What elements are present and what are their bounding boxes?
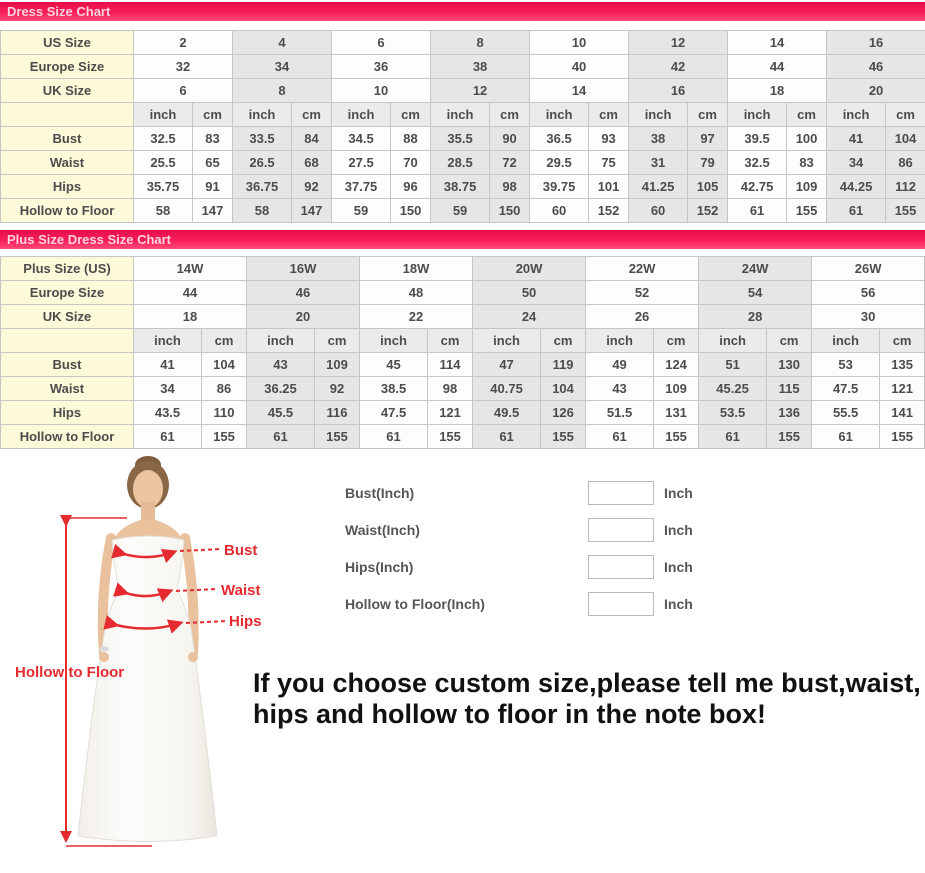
unit-cell: cm [428, 329, 473, 353]
measure-cell: 45.25 [699, 377, 767, 401]
measure-cell: 109 [654, 377, 699, 401]
bust-input[interactable] [588, 481, 654, 505]
measure-cell: 105 [688, 175, 728, 199]
row-label [1, 329, 134, 353]
unit-cell: cm [886, 103, 925, 127]
measure-cell: 112 [886, 175, 925, 199]
measure-cell: 86 [202, 377, 247, 401]
size-cell: 38 [431, 55, 530, 79]
size-cell: 30 [812, 305, 925, 329]
size-cell: 28 [699, 305, 812, 329]
measure-cell: 40.75 [473, 377, 541, 401]
measure-cell: 91 [193, 175, 233, 199]
size-cell: 6 [332, 31, 431, 55]
measure-cell: 34 [827, 151, 886, 175]
measure-cell: 130 [767, 353, 812, 377]
measure-cell: 83 [787, 151, 827, 175]
measure-cell: 98 [490, 175, 530, 199]
size-row [1, 79, 925, 103]
measurement-diagram [0, 454, 330, 855]
measure-cell: 152 [688, 199, 728, 223]
measure-cell: 36.25 [247, 377, 315, 401]
measure-cell: 88 [391, 127, 431, 151]
measure-cell: 104 [541, 377, 586, 401]
measure-cell: 155 [767, 425, 812, 449]
measure-cell: 155 [654, 425, 699, 449]
unit-header-row [1, 329, 925, 353]
hollow-to-floor-input[interactable] [588, 592, 654, 616]
unit-cell: cm [589, 103, 629, 127]
bust-field-label: Bust(Inch) [345, 485, 588, 501]
measure-cell: 27.5 [332, 151, 391, 175]
row-label: Bust [1, 353, 134, 377]
size-cell: 8 [431, 31, 530, 55]
measure-cell: 58 [233, 199, 292, 223]
row-label: UK Size [1, 79, 134, 103]
measure-cell: 84 [292, 127, 332, 151]
size-cell: 26 [586, 305, 699, 329]
size-cell: 26W [812, 257, 925, 281]
row-label: Plus Size (US) [1, 257, 134, 281]
measure-cell: 75 [589, 151, 629, 175]
measure-row [1, 199, 925, 223]
measure-cell: 32.5 [134, 127, 193, 151]
measure-cell: 61 [586, 425, 654, 449]
measure-cell: 60 [530, 199, 589, 223]
measure-row [1, 401, 925, 425]
measure-row [1, 377, 925, 401]
measure-cell: 35.5 [431, 127, 490, 151]
size-cell: 10 [332, 79, 431, 103]
measure-cell: 55.5 [812, 401, 880, 425]
measure-cell: 32.5 [728, 151, 787, 175]
size-cell: 16 [827, 31, 925, 55]
measure-cell: 60 [629, 199, 688, 223]
unit-cell: cm [193, 103, 233, 127]
size-cell: 54 [699, 281, 812, 305]
measure-cell: 155 [202, 425, 247, 449]
unit-cell: cm [688, 103, 728, 127]
measure-cell: 90 [490, 127, 530, 151]
size-cell: 18W [360, 257, 473, 281]
measure-cell: 86 [886, 151, 925, 175]
measure-cell: 25.5 [134, 151, 193, 175]
row-label: US Size [1, 31, 134, 55]
row-label: Waist [1, 377, 134, 401]
unit-cell: cm [654, 329, 699, 353]
measure-cell: 68 [292, 151, 332, 175]
waist-diagram-label: Waist [221, 582, 260, 599]
unit-cell: inch [332, 103, 391, 127]
measure-cell: 109 [315, 353, 360, 377]
measure-cell: 152 [589, 199, 629, 223]
size-cell: 44 [728, 55, 827, 79]
measure-cell: 126 [541, 401, 586, 425]
measure-cell: 45 [360, 353, 428, 377]
measure-cell: 104 [886, 127, 925, 151]
unit-cell: inch [247, 329, 315, 353]
measure-cell: 59 [332, 199, 391, 223]
measure-cell: 121 [880, 377, 925, 401]
measure-cell: 34.5 [332, 127, 391, 151]
measure-cell: 119 [541, 353, 586, 377]
measure-cell: 58 [134, 199, 193, 223]
measure-cell: 155 [880, 425, 925, 449]
measure-cell: 136 [767, 401, 812, 425]
row-label: Europe Size [1, 281, 134, 305]
measure-cell: 155 [315, 425, 360, 449]
measure-cell: 61 [360, 425, 428, 449]
unit-cell: cm [391, 103, 431, 127]
size-cell: 10 [530, 31, 629, 55]
bust-form-row [345, 480, 765, 506]
row-label: Hips [1, 175, 134, 199]
unit-cell: cm [202, 329, 247, 353]
measure-cell: 61 [827, 199, 886, 223]
measure-cell: 92 [315, 377, 360, 401]
measure-cell: 49.5 [473, 401, 541, 425]
measure-cell: 96 [391, 175, 431, 199]
size-cell: 6 [134, 79, 233, 103]
unit-cell: inch [530, 103, 589, 127]
measure-cell: 53.5 [699, 401, 767, 425]
size-cell: 48 [360, 281, 473, 305]
custom-size-note [253, 668, 921, 731]
size-cell: 14 [530, 79, 629, 103]
size-cell: 24 [473, 305, 586, 329]
size-cell: 18 [134, 305, 247, 329]
size-cell: 16W [247, 257, 360, 281]
measure-cell: 115 [767, 377, 812, 401]
measure-cell: 36.75 [233, 175, 292, 199]
waist-form-row [345, 517, 765, 543]
measure-cell: 49 [586, 353, 654, 377]
measurement-section [0, 454, 925, 855]
size-cell: 42 [629, 55, 728, 79]
measure-cell: 104 [202, 353, 247, 377]
size-cell: 46 [827, 55, 925, 79]
measure-cell: 37.75 [332, 175, 391, 199]
unit-cell: inch [586, 329, 654, 353]
unit-cell: cm [767, 329, 812, 353]
unit-cell: cm [541, 329, 586, 353]
hollow-to-floor-form-row [345, 591, 765, 617]
measure-cell: 29.5 [530, 151, 589, 175]
measure-cell: 72 [490, 151, 530, 175]
size-cell: 14W [134, 257, 247, 281]
size-cell: 50 [473, 281, 586, 305]
size-cell: 16 [629, 79, 728, 103]
size-row [1, 281, 925, 305]
measure-cell: 155 [428, 425, 473, 449]
size-row [1, 31, 925, 55]
measure-cell: 41 [827, 127, 886, 151]
measure-cell: 147 [193, 199, 233, 223]
row-label: Hips [1, 401, 134, 425]
size-cell: 24W [699, 257, 812, 281]
measure-cell: 41 [134, 353, 202, 377]
plus-size-chart-title: Plus Size Dress Size Chart [0, 230, 925, 249]
size-row [1, 305, 925, 329]
measure-cell: 110 [202, 401, 247, 425]
measure-cell: 53 [812, 353, 880, 377]
measure-cell: 109 [787, 175, 827, 199]
unit-cell: inch [699, 329, 767, 353]
measure-cell: 131 [654, 401, 699, 425]
measure-cell: 43.5 [134, 401, 202, 425]
size-cell: 12 [629, 31, 728, 55]
custom-size-note-line1: If you choose custom size,please tell me bust,waist, [253, 668, 921, 699]
size-cell: 20 [827, 79, 925, 103]
measure-cell: 116 [315, 401, 360, 425]
row-label: Bust [1, 127, 134, 151]
measure-cell: 147 [292, 199, 332, 223]
measure-cell: 65 [193, 151, 233, 175]
measure-cell: 155 [541, 425, 586, 449]
unit-cell: inch [629, 103, 688, 127]
measure-cell: 47 [473, 353, 541, 377]
unit-cell: inch [728, 103, 787, 127]
row-label: Waist [1, 151, 134, 175]
hips-unit-label: Inch [664, 559, 693, 575]
model-figure-illustration [0, 454, 330, 855]
hollow-to-floor-diagram-label: Hollow to Floor [15, 664, 124, 681]
measure-cell: 98 [428, 377, 473, 401]
size-cell: 36 [332, 55, 431, 79]
size-cell: 8 [233, 79, 332, 103]
size-cell: 12 [431, 79, 530, 103]
measure-cell: 61 [473, 425, 541, 449]
hips-form-row [345, 554, 765, 580]
row-label: Hollow to Floor [1, 199, 134, 223]
row-label: Europe Size [1, 55, 134, 79]
hollow-to-floor-unit-label: Inch [664, 596, 693, 612]
unit-cell: inch [134, 103, 193, 127]
unit-cell: inch [134, 329, 202, 353]
hips-diagram-label: Hips [229, 613, 262, 630]
measure-cell: 121 [428, 401, 473, 425]
measure-cell: 35.75 [134, 175, 193, 199]
measure-cell: 39.75 [530, 175, 589, 199]
measure-cell: 33.5 [233, 127, 292, 151]
measure-row [1, 175, 925, 199]
measure-cell: 43 [247, 353, 315, 377]
waist-field-label: Waist(Inch) [345, 522, 588, 538]
measure-cell: 59 [431, 199, 490, 223]
size-cell: 22 [360, 305, 473, 329]
hips-field-label: Hips(Inch) [345, 559, 588, 575]
hips-input[interactable] [588, 555, 654, 579]
size-cell: 18 [728, 79, 827, 103]
size-cell: 40 [530, 55, 629, 79]
unit-header-row [1, 103, 925, 127]
measure-cell: 42.75 [728, 175, 787, 199]
measure-cell: 38 [629, 127, 688, 151]
measure-cell: 79 [688, 151, 728, 175]
size-cell: 22W [586, 257, 699, 281]
measure-cell: 97 [688, 127, 728, 151]
measure-cell: 41.25 [629, 175, 688, 199]
unit-cell: cm [315, 329, 360, 353]
measure-cell: 114 [428, 353, 473, 377]
measure-cell: 70 [391, 151, 431, 175]
measure-cell: 93 [589, 127, 629, 151]
measure-cell: 61 [812, 425, 880, 449]
measure-cell: 44.25 [827, 175, 886, 199]
measure-cell: 150 [490, 199, 530, 223]
custom-size-form [345, 480, 765, 628]
size-cell: 46 [247, 281, 360, 305]
unit-cell: cm [880, 329, 925, 353]
row-label: Hollow to Floor [1, 425, 134, 449]
unit-cell: inch [233, 103, 292, 127]
size-row [1, 257, 925, 281]
row-label: UK Size [1, 305, 134, 329]
unit-cell: inch [431, 103, 490, 127]
size-cell: 52 [586, 281, 699, 305]
measure-row [1, 127, 925, 151]
measure-cell: 141 [880, 401, 925, 425]
size-row [1, 55, 925, 79]
measure-row [1, 353, 925, 377]
measure-cell: 124 [654, 353, 699, 377]
unit-cell: cm [292, 103, 332, 127]
size-cell: 20 [247, 305, 360, 329]
measure-cell: 43 [586, 377, 654, 401]
measure-cell: 100 [787, 127, 827, 151]
measure-cell: 45.5 [247, 401, 315, 425]
standard-size-chart-title: Dress Size Chart [0, 2, 925, 21]
unit-cell: cm [787, 103, 827, 127]
measure-cell: 39.5 [728, 127, 787, 151]
measure-cell: 47.5 [360, 401, 428, 425]
measure-cell: 61 [699, 425, 767, 449]
measure-cell: 51.5 [586, 401, 654, 425]
measure-cell: 92 [292, 175, 332, 199]
measure-cell: 28.5 [431, 151, 490, 175]
unit-cell: cm [490, 103, 530, 127]
hollow-to-floor-field-label: Hollow to Floor(Inch) [345, 596, 588, 612]
bust-unit-label: Inch [664, 485, 693, 501]
measure-cell: 38.5 [360, 377, 428, 401]
measure-cell: 155 [787, 199, 827, 223]
measure-cell: 47.5 [812, 377, 880, 401]
measure-cell: 61 [247, 425, 315, 449]
measure-cell: 31 [629, 151, 688, 175]
measure-cell: 51 [699, 353, 767, 377]
size-cell: 44 [134, 281, 247, 305]
measure-row [1, 151, 925, 175]
measure-cell: 36.5 [530, 127, 589, 151]
size-cell: 14 [728, 31, 827, 55]
standard-size-table [0, 30, 925, 223]
unit-cell: inch [827, 103, 886, 127]
custom-size-note-line2: hips and hollow to floor in the note box! [253, 699, 921, 730]
size-cell: 56 [812, 281, 925, 305]
measure-cell: 34 [134, 377, 202, 401]
plus-size-table [0, 256, 925, 449]
measure-cell: 101 [589, 175, 629, 199]
measure-cell: 155 [886, 199, 925, 223]
measure-cell: 150 [391, 199, 431, 223]
woman-figure [78, 456, 217, 842]
measure-cell: 38.75 [431, 175, 490, 199]
size-cell: 32 [134, 55, 233, 79]
waist-input[interactable] [588, 518, 654, 542]
bust-diagram-label: Bust [224, 542, 257, 559]
unit-cell: inch [473, 329, 541, 353]
waist-unit-label: Inch [664, 522, 693, 538]
measure-cell: 83 [193, 127, 233, 151]
size-cell: 20W [473, 257, 586, 281]
unit-cell: inch [360, 329, 428, 353]
size-cell: 4 [233, 31, 332, 55]
row-label [1, 103, 134, 127]
measure-cell: 61 [134, 425, 202, 449]
measure-cell: 135 [880, 353, 925, 377]
measure-cell: 61 [728, 199, 787, 223]
measure-cell: 26.5 [233, 151, 292, 175]
measure-row [1, 425, 925, 449]
size-cell: 2 [134, 31, 233, 55]
size-cell: 34 [233, 55, 332, 79]
unit-cell: inch [812, 329, 880, 353]
